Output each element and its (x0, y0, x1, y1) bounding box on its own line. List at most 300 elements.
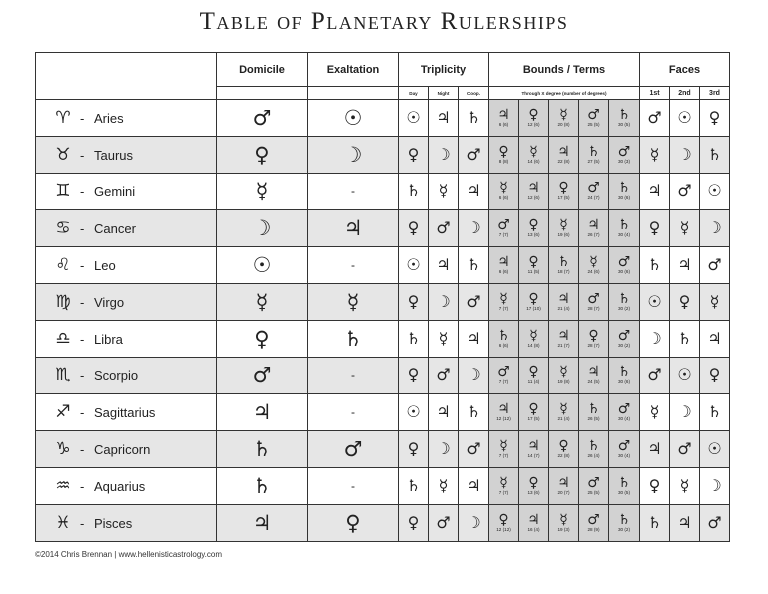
domicile-planet-icon: ♄ (252, 437, 272, 462)
face-cell (700, 136, 730, 173)
bound-planet-icon: ♄ (617, 106, 631, 123)
bound-cell (609, 431, 640, 468)
domicile-planet-icon: ☽ (252, 216, 272, 241)
bound-cell (579, 431, 609, 468)
sign-glyph-icon: ♐ (55, 402, 71, 423)
triplicity-day-cell (399, 283, 429, 320)
rulership-table (35, 52, 730, 542)
exaltation-planet-icon: ♂ (343, 437, 363, 462)
sign-dash: - (80, 221, 85, 237)
bound-degrees: 7 (7) (498, 232, 509, 238)
bound-cell (579, 394, 609, 431)
face-planet-icon: ♄ (707, 402, 722, 422)
bound-planet-icon: ♀ (528, 401, 539, 418)
face-planet-icon: ☉ (707, 439, 722, 459)
table-row (36, 357, 730, 394)
sign-cell (36, 394, 217, 431)
exaltation-cell (308, 136, 399, 173)
bound-cell (579, 357, 609, 394)
sign-dash: - (80, 478, 85, 494)
bound-degrees: 6 (6) (498, 121, 509, 127)
triplicity-night-cell (429, 283, 459, 320)
face-cell (640, 247, 670, 284)
bound-planet-icon: ♂ (587, 106, 600, 123)
bound-degrees: 6 (6) (498, 269, 509, 275)
bound-planet-icon: ♂ (587, 511, 600, 528)
face-planet-icon: ♂ (647, 365, 662, 385)
triplicity-day-cell (399, 320, 429, 357)
bound-cell (549, 173, 579, 210)
exaltation-planet-icon: - (351, 368, 355, 383)
sign-name: Sagittarius (94, 405, 156, 421)
bound-degrees: 30 (6) (617, 269, 630, 275)
exaltation-planet-icon: - (351, 405, 355, 420)
page-title: Table of Planetary Rulerships (199, 8, 569, 35)
bound-degrees: 7 (7) (498, 379, 509, 385)
domicile-subheader (217, 87, 308, 100)
bound-degrees: 11 (4) (527, 379, 540, 385)
bound-degrees: 30 (5) (617, 121, 630, 127)
exaltation-subheader (308, 87, 399, 100)
face-cell (700, 173, 730, 210)
domicile-planet-icon: ♀ (254, 326, 270, 351)
face-cell (640, 467, 670, 504)
sign-dash: - (80, 110, 85, 126)
face-cell (700, 504, 730, 541)
exaltation-planet-icon: ♃ (343, 216, 363, 241)
sign-name: Pisces (94, 515, 133, 531)
face-planet-icon: ☿ (679, 475, 690, 495)
bounds-note: Through X degree (number of degrees) (489, 87, 640, 100)
sign-cell (36, 283, 217, 320)
bound-cell (549, 136, 579, 173)
bound-cell (489, 136, 519, 173)
bound-degrees: 6 (6) (498, 195, 509, 201)
face-cell (700, 467, 730, 504)
face-planet-icon: ♀ (648, 218, 661, 238)
sign-cell (36, 320, 217, 357)
bound-planet-icon: ♂ (497, 217, 510, 234)
exaltation-cell (308, 431, 399, 468)
bound-cell (489, 504, 519, 541)
domicile-planet-icon: ☿ (255, 289, 269, 314)
triplicity-night-cell (429, 173, 459, 210)
bound-cell (489, 247, 519, 284)
sign-name: Scorpio (94, 368, 139, 384)
sign-name: Leo (94, 258, 116, 274)
sign-header (36, 53, 217, 100)
bound-degrees: 26 (4) (587, 453, 600, 459)
bound-degrees: 24 (5) (587, 379, 600, 385)
exaltation-planet-icon: ☉ (343, 105, 363, 130)
table-row (36, 283, 730, 320)
table-row (36, 173, 730, 210)
bound-degrees: 26 (5) (587, 416, 600, 422)
triplicity-planet-icon: ☽ (436, 291, 451, 311)
face-planet-icon: ♄ (647, 255, 662, 275)
bound-cell (519, 357, 549, 394)
bound-cell (519, 136, 549, 173)
face-planet-icon: ♂ (707, 512, 722, 532)
face-cell (640, 283, 670, 320)
domicile-cell (217, 136, 308, 173)
bound-planet-icon: ☿ (499, 438, 508, 455)
triplicity-coop-cell (459, 210, 489, 247)
bound-degrees: 11 (5) (527, 269, 540, 275)
sign-dash: - (80, 368, 85, 384)
triplicity-night-cell (429, 210, 459, 247)
bound-degrees: 19 (8) (557, 379, 570, 385)
domicile-planet-icon: ♃ (252, 510, 272, 535)
sign-name: Aries (94, 110, 124, 126)
bound-degrees: 30 (6) (617, 379, 630, 385)
domicile-cell (217, 283, 308, 320)
bound-planet-icon: ♂ (587, 290, 600, 307)
bound-planet-icon: ♄ (617, 364, 631, 381)
sign-name: Gemini (94, 184, 136, 200)
triplicity-day-cell (399, 467, 429, 504)
footer-credit: ©2014 Chris Brennan | www.hellenisticastrology.com (35, 550, 223, 559)
bound-degrees: 22 (8) (557, 453, 570, 459)
bound-degrees: 30 (4) (617, 416, 630, 422)
face-1-header: 1st (640, 87, 670, 100)
triplicity-planet-icon: ♄ (406, 328, 421, 348)
face-planet-icon: ♂ (677, 439, 692, 459)
sign-glyph-icon: ♎ (55, 328, 71, 349)
triplicity-coop-cell (459, 100, 489, 137)
sign-dash: - (80, 147, 85, 163)
triplicity-day-cell (399, 210, 429, 247)
face-planet-icon: ♂ (677, 181, 692, 201)
bound-cell (579, 504, 609, 541)
bound-degrees: 24 (6) (587, 269, 600, 275)
sign-dash: - (80, 331, 85, 347)
sign-cell (36, 504, 217, 541)
triplicity-coop-cell (459, 173, 489, 210)
bound-cell (609, 320, 640, 357)
triplicity-planet-icon: ♃ (466, 181, 481, 201)
exaltation-planet-icon: ☿ (346, 289, 360, 314)
bound-cell (609, 247, 640, 284)
triplicity-coop-cell (459, 394, 489, 431)
bound-cell (489, 357, 519, 394)
bound-planet-icon: ♄ (587, 401, 600, 418)
sign-glyph-icon: ♍ (55, 291, 71, 312)
bound-cell (609, 136, 640, 173)
face-planet-icon: ♃ (677, 512, 692, 532)
triplicity-planet-icon: ☿ (438, 328, 449, 348)
bound-planet-icon: ♂ (617, 327, 631, 344)
bound-degrees: 28 (7) (587, 305, 600, 311)
triplicity-planet-icon: ♃ (466, 328, 481, 348)
faces-header: Faces (640, 53, 730, 87)
sign-glyph-icon: ♈ (55, 107, 71, 128)
bound-planet-icon: ♃ (557, 327, 570, 344)
sign-cell (36, 247, 217, 284)
bound-degrees: 13 (6) (527, 489, 540, 495)
bound-planet-icon: ♃ (497, 254, 510, 271)
bound-degrees: 30 (5) (617, 489, 630, 495)
bound-cell (549, 247, 579, 284)
triplicity-planet-icon: ♃ (436, 402, 451, 422)
sign-name: Virgo (94, 294, 125, 310)
bound-cell (609, 467, 640, 504)
bound-cell (609, 283, 640, 320)
triplicity-planet-icon: ☽ (436, 439, 451, 459)
face-planet-icon: ♄ (677, 328, 692, 348)
domicile-planet-icon: ♄ (252, 473, 272, 498)
bound-degrees: 7 (7) (498, 305, 509, 311)
bound-planet-icon: ♃ (557, 143, 570, 160)
face-planet-icon: ♂ (707, 255, 722, 275)
bound-degrees: 30 (4) (617, 453, 630, 459)
domicile-cell (217, 210, 308, 247)
sign-dash: - (80, 515, 85, 531)
triplicity-night-cell (429, 136, 459, 173)
bound-degrees: 21 (4) (557, 416, 570, 422)
triplicity-night-cell (429, 394, 459, 431)
bound-cell (549, 210, 579, 247)
triplicity-planet-icon: ☿ (438, 181, 449, 201)
sign-glyph-icon: ♒ (55, 475, 71, 496)
bound-cell (549, 283, 579, 320)
bound-cell (609, 504, 640, 541)
exaltation-planet-icon: - (351, 258, 355, 273)
face-planet-icon: ☉ (677, 107, 692, 127)
exaltation-planet-icon: - (351, 184, 355, 199)
face-cell (640, 394, 670, 431)
sign-glyph-icon: ♑ (55, 439, 71, 460)
face-planet-icon: ♀ (708, 107, 721, 127)
bound-cell (519, 467, 549, 504)
bound-cell (549, 100, 579, 137)
triplicity-planet-icon: ♀ (407, 512, 420, 532)
exaltation-header: Exaltation (308, 53, 399, 87)
face-planet-icon: ☿ (649, 144, 660, 164)
bound-degrees: 13 (6) (527, 232, 540, 238)
face-cell (700, 210, 730, 247)
bound-cell (519, 210, 549, 247)
triplicity-planet-icon: ♀ (407, 218, 420, 238)
sign-name: Libra (94, 331, 123, 347)
sign-cell (36, 210, 217, 247)
triplicity-day-cell (399, 247, 429, 284)
bound-degrees: 21 (4) (557, 305, 570, 311)
table-row (36, 100, 730, 137)
bound-degrees: 25 (5) (587, 489, 600, 495)
face-cell (670, 173, 700, 210)
bound-degrees: 28 (7) (587, 342, 600, 348)
sign-dash: - (80, 405, 85, 421)
sign-cell (36, 431, 217, 468)
triplicity-coop-cell (459, 283, 489, 320)
face-cell (700, 247, 730, 284)
triplicity-planet-icon: ♂ (466, 144, 481, 164)
exaltation-cell (308, 394, 399, 431)
bound-cell (519, 173, 549, 210)
bound-cell (549, 467, 579, 504)
triplicity-planet-icon: ☉ (406, 107, 421, 127)
bound-planet-icon: ☿ (529, 327, 538, 344)
bound-planet-icon: ☿ (499, 180, 508, 197)
face-cell (670, 283, 700, 320)
face-planet-icon: ☽ (677, 402, 692, 422)
face-cell (670, 247, 700, 284)
bound-planet-icon: ☿ (529, 143, 538, 160)
domicile-cell (217, 394, 308, 431)
exaltation-cell (308, 283, 399, 320)
face-cell (700, 431, 730, 468)
bound-planet-icon: ♄ (497, 327, 510, 344)
bound-degrees: 12 (6) (527, 121, 540, 127)
table-row (36, 320, 730, 357)
bound-planet-icon: ♀ (528, 254, 539, 271)
bound-planet-icon: ♄ (587, 438, 600, 455)
triplicity-day-cell (399, 136, 429, 173)
bound-cell (489, 431, 519, 468)
bound-degrees: 20 (8) (557, 121, 570, 127)
triplicity-coop-cell (459, 136, 489, 173)
triplicity-planet-icon: ☉ (406, 255, 421, 275)
face-planet-icon: ☿ (649, 402, 660, 422)
triplicity-planet-icon: ♀ (407, 365, 420, 385)
bound-degrees: 7 (7) (498, 453, 509, 459)
triplicity-planet-icon: ♀ (407, 144, 420, 164)
domicile-cell (217, 431, 308, 468)
face-planet-icon: ☽ (677, 144, 692, 164)
face-planet-icon: ♃ (647, 439, 662, 459)
face-planet-icon: ☽ (707, 475, 722, 495)
face-cell (700, 283, 730, 320)
domicile-cell (217, 173, 308, 210)
domicile-planet-icon: ☉ (252, 253, 272, 278)
face-cell (700, 320, 730, 357)
bound-cell (609, 173, 640, 210)
bound-degrees: 14 (6) (527, 158, 540, 164)
bound-planet-icon: ♂ (497, 364, 510, 381)
bound-cell (579, 100, 609, 137)
triplicity-coop-cell (459, 247, 489, 284)
bound-planet-icon: ♄ (617, 217, 631, 234)
domicile-cell (217, 247, 308, 284)
bound-degrees: 24 (7) (587, 195, 600, 201)
bound-degrees: 30 (2) (617, 526, 630, 532)
triplicity-planet-icon: ♂ (466, 439, 481, 459)
bound-planet-icon: ♂ (617, 438, 631, 455)
triplicity-night-cell (429, 357, 459, 394)
triplicity-coop-cell (459, 357, 489, 394)
exaltation-planet-icon: ♀ (345, 510, 361, 535)
exaltation-cell (308, 173, 399, 210)
domicile-cell (217, 504, 308, 541)
face-planet-icon: ♄ (647, 512, 662, 532)
bound-planet-icon: ♀ (558, 180, 569, 197)
bound-degrees: 17 (5) (557, 195, 570, 201)
triplicity-header: Triplicity (399, 53, 489, 87)
bound-cell (489, 283, 519, 320)
bound-planet-icon: ♂ (587, 180, 600, 197)
bound-degrees: 19 (6) (557, 232, 570, 238)
bound-degrees: 28 (9) (587, 526, 600, 532)
triplicity-night-cell (429, 504, 459, 541)
exaltation-cell (308, 100, 399, 137)
bound-cell (609, 100, 640, 137)
domicile-cell (217, 320, 308, 357)
exaltation-cell (308, 357, 399, 394)
bound-degrees: 14 (8) (527, 342, 540, 348)
face-cell (640, 136, 670, 173)
bound-planet-icon: ♂ (617, 143, 631, 160)
exaltation-cell (308, 320, 399, 357)
bound-planet-icon: ♃ (587, 364, 600, 381)
domicile-planet-icon: ♃ (252, 400, 272, 425)
triplicity-planet-icon: ♃ (466, 475, 481, 495)
bound-planet-icon: ♃ (527, 511, 540, 528)
face-cell (670, 100, 700, 137)
triplicity-planet-icon: ♄ (406, 181, 421, 201)
bound-planet-icon: ♃ (497, 401, 510, 418)
bound-degrees: 12 (6) (527, 195, 540, 201)
bound-cell (519, 320, 549, 357)
bound-degrees: 30 (6) (617, 195, 630, 201)
bound-degrees: 22 (8) (557, 158, 570, 164)
triplicity-day-cell (399, 394, 429, 431)
sign-cell (36, 357, 217, 394)
face-3-header: 3rd (700, 87, 730, 100)
bound-degrees: 30 (2) (617, 305, 630, 311)
bound-degrees: 6 (6) (498, 342, 509, 348)
sign-cell (36, 136, 217, 173)
bound-cell (609, 210, 640, 247)
bound-degrees: 18 (7) (557, 269, 570, 275)
face-planet-icon: ♃ (647, 181, 662, 201)
face-cell (700, 357, 730, 394)
sign-dash: - (80, 294, 85, 310)
triplicity-planet-icon: ♂ (436, 365, 451, 385)
bound-cell (579, 173, 609, 210)
bound-planet-icon: ♄ (617, 290, 631, 307)
bound-planet-icon: ♀ (498, 143, 509, 160)
domicile-cell (217, 467, 308, 504)
face-planet-icon: ☉ (647, 291, 662, 311)
bound-planet-icon: ♀ (528, 364, 539, 381)
face-cell (670, 210, 700, 247)
face-cell (670, 467, 700, 504)
table-row (36, 210, 730, 247)
bound-cell (519, 283, 549, 320)
table-row (36, 394, 730, 431)
bound-planet-icon: ♀ (528, 474, 539, 491)
bound-cell (489, 394, 519, 431)
triplicity-planet-icon: ♄ (406, 475, 421, 495)
face-cell (700, 394, 730, 431)
triplicity-planet-icon: ♂ (436, 512, 451, 532)
sign-cell (36, 100, 217, 137)
bound-planet-icon: ♃ (587, 217, 600, 234)
domicile-cell (217, 357, 308, 394)
face-cell (670, 394, 700, 431)
domicile-planet-icon: ♂ (252, 363, 272, 388)
face-planet-icon: ♄ (707, 144, 722, 164)
bound-cell (549, 394, 579, 431)
bound-degrees: 30 (2) (617, 342, 630, 348)
bound-planet-icon: ♃ (557, 474, 570, 491)
face-cell (640, 431, 670, 468)
bound-planet-icon: ♀ (588, 327, 599, 344)
face-planet-icon: ♀ (708, 365, 721, 385)
bound-cell (549, 357, 579, 394)
bound-planet-icon: ♃ (527, 180, 540, 197)
